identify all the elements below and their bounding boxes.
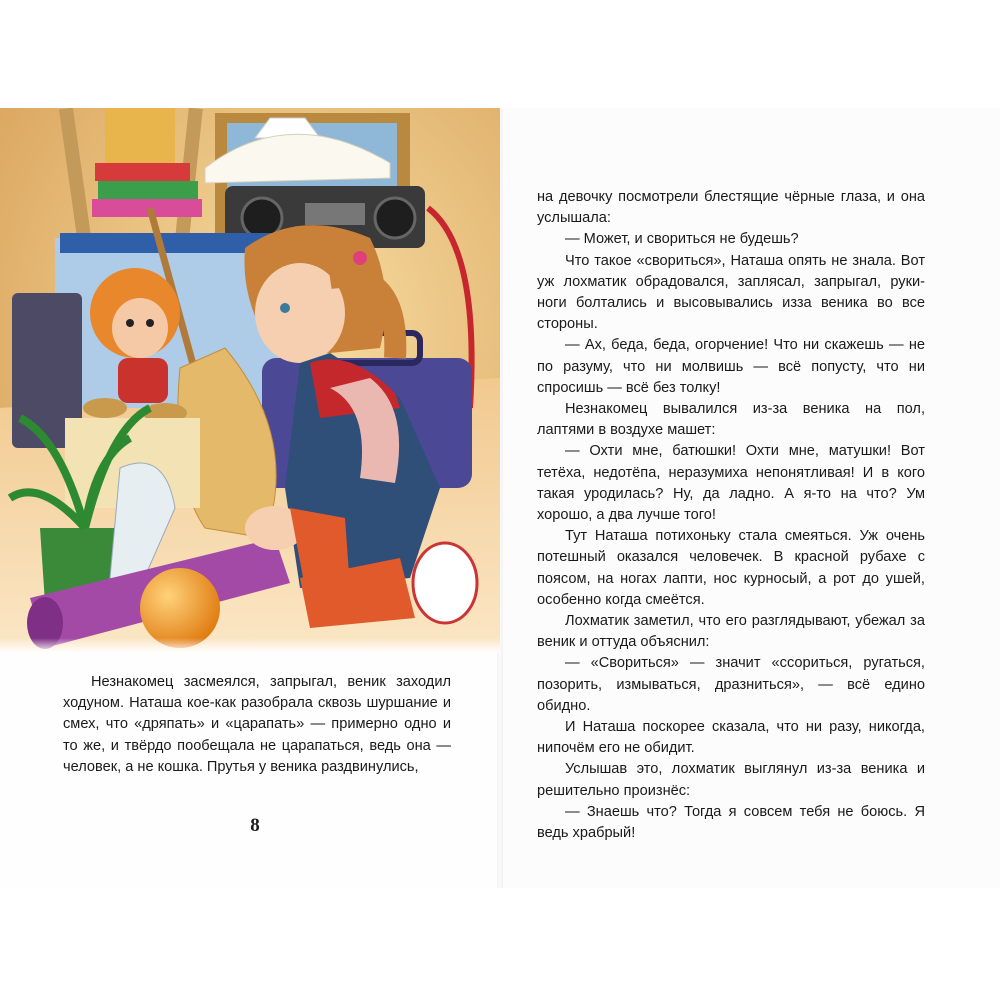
paragraph: — Может, и свориться не будешь? bbox=[565, 231, 799, 248]
paragraph: Услышав это, лохматик выглянул из-за веника и решительно произнёс: bbox=[537, 761, 925, 799]
paragraph: Лохматик заметил, что его разглядывают, убежал за веник и оттуда объяснил: bbox=[537, 613, 925, 651]
paragraph: — Ах, беда, беда, огорчение! Что ни скажешь — не по разуму, что ни молвишь — всё попусту, что ни спросишь — всё без толку! bbox=[537, 337, 925, 396]
left-page-text bbox=[63, 672, 451, 778]
paragraph: И Наташа поскорее сказала, что ни разу, никогда, нипочём его не обидит. bbox=[537, 719, 925, 757]
paragraph: Незнакомец вывалился из-за веника на пол, лаптями в воздухе машет: bbox=[537, 401, 925, 439]
right-page-text bbox=[537, 187, 925, 844]
paragraph: — Охти мне, батюшки! Охти мне, матушки! Вот тетёха, недотёпа, неразумиха непонятливая! И в кого такая уродилась? Ну, да ладно. А я-то на что? Ум хорошо, а два лучше того! bbox=[537, 443, 925, 524]
paragraph: на девочку посмотрели блестящие чёрные глаза, и она услышала: bbox=[537, 189, 925, 227]
paragraph: — Знаешь что? Тогда я совсем тебя не боюсь. Я ведь храбрый! bbox=[537, 803, 925, 842]
page-number: 8 bbox=[250, 815, 260, 836]
story-illustration bbox=[0, 108, 500, 653]
paragraph: — «Свориться» — значит «ссориться, ругаться, позорить, измываться, дразниться», — всё едино обидно. bbox=[537, 655, 925, 714]
paragraph: Незнакомец засмеялся, запрыгал, веник заходил ходуном. Наташа кое-как разобрала сквозь шуршание и смех, что «дряпать» и «царапать» — примерно одно и то же, и твёрдо пообещала не царапаться, ведь она — человек, а не кошка. Прутья у веника раздвинулись, bbox=[63, 674, 451, 775]
paragraph: Что такое «свориться», Наташа опять не знала. Вот уж лохматик обрадовался, заплясал, запрыгал, руки-ноги болтались и высовывались изза веника во все стороны. bbox=[537, 252, 925, 333]
paragraph: Тут Наташа потихоньку стала смеяться. Уж очень потешный оказался человечек. В красной рубахе с поясом, на ногах лапти, нос курносый, а рот до ушей, особенно когда смеётся. bbox=[537, 528, 925, 608]
